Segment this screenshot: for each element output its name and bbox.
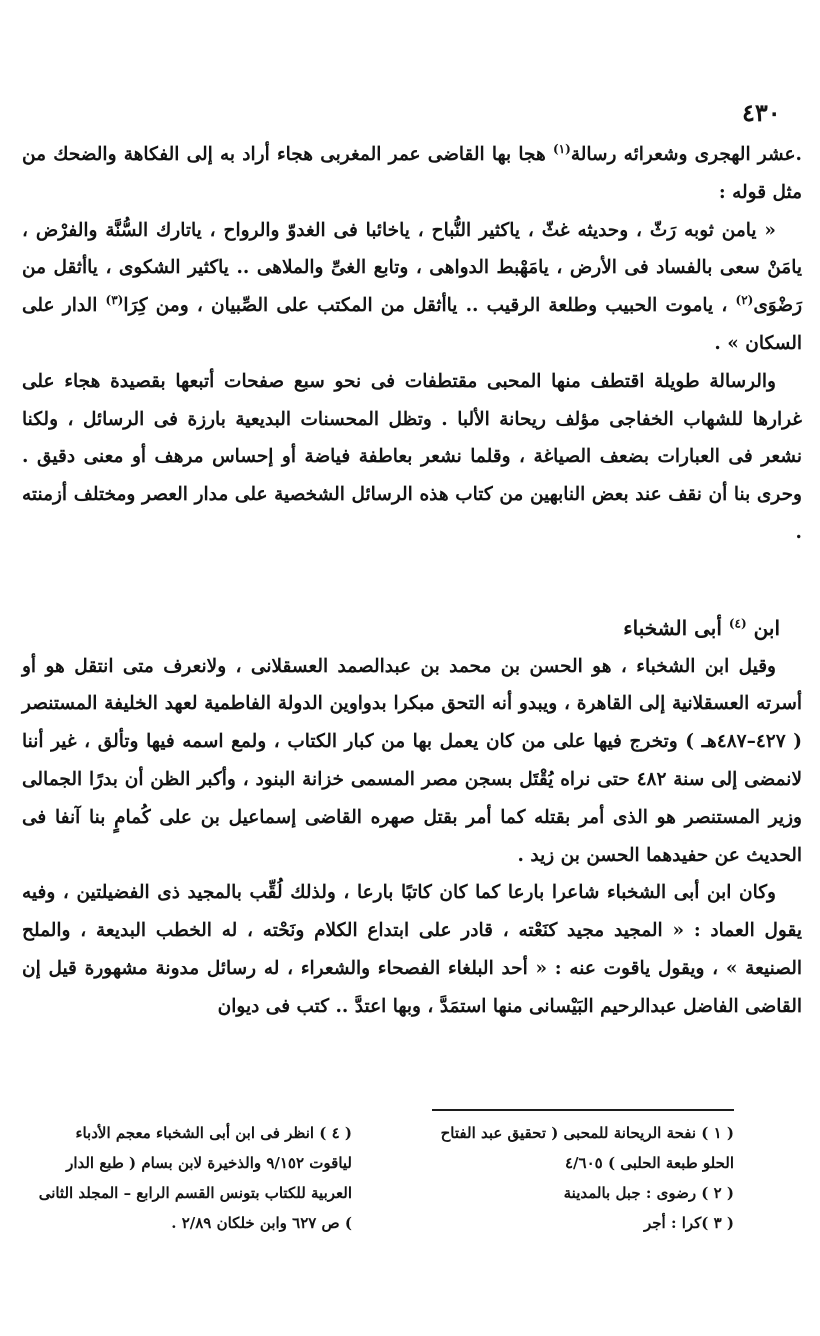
quotation: [22, 212, 802, 363]
paragraph: وكان ابن أبى الشخباء شاعرا بارعا كما كان كاتبًا بارعا ، ولذلك لُقِّب بالمجيد ذى الفضيلتين ، وفيه يقول العماد : « المجيد مجيد كنَعْته ، قادر على ابتداع الكلام ونَحْته ، له الخطب البديعة ، والملح الصنيعة » ، ويقول ياقوت عنه : « أحد البلغاء الفصحاء والشعراء ، له رسائل مدونة مشهورة قيل إن القاضى الفاضل عبدالرحيم البَيْسانى منها استمَدَّ ، وبها اعتدَّ .. كتب فى ديوان: [22, 882, 802, 1017]
page-number: ٤٣٠: [742, 98, 781, 127]
footnote: ( ٤ ) انظر فى ابن أبى الشخباء معجم الأدباء لياقوت ٩/١٥٢ والذخيرة لابن بسام ( طبع الدار العربية للكتاب بتونس القسم الرابع – المجلد الثانى ) ص ٦٢٧ وابن خلكان ٢/٨٩ .: [38, 1124, 352, 1232]
footnotes-right-column: [432, 1118, 734, 1238]
footnote-marker: (١): [552, 141, 571, 156]
text-run: أبى الشخباء: [623, 615, 729, 640]
footnote: ( ٣ )كرا : أجر: [644, 1214, 734, 1232]
footnote: ( ١ ) نفحة الريحانة للمحبى ( تحقيق عبد الفتاح الحلو طبعة الحلبى ) ٤/٦٠٥: [440, 1124, 734, 1172]
paragraph: وقيل ابن الشخباء ، هو الحسن بن محمد بن عبدالصمد العسقلانى ، ولانعرف متى انتقل هو أو أسرته العسقلانية إلى القاهرة ، ويبدو أنه التحق مبكرا بدواوين الدولة الفاطمية لعهد الخليفة المستنصر ( ٤٢٧–٤٨٧هـ ) وتخرج فيها على من كان يعمل بها من كبار الكتاب ، ولمع اسمه فيها وتألق ، غير أننا لانمضى إلى سنة ٤٨٢ حتى نراه يُقْتَل بسجن مصر المسمى خزانة البنود ، وأكبر الظن أن بدرًا الجمالى وزير المستنصر هو الذى أمر بقتله كما أمر بقتل صهره القاضى إسماعيل بن على كُمامٍ بنا آنفا فى الحديث عن حفيدهما الحسن بن زيد .: [22, 655, 802, 866]
body-text: [22, 136, 802, 1026]
text-run: ، ياموت الحبيب وطلعة الرقيب .. ياأثقل من المكتب على الصِّبيان ، ومن كِرَا: [123, 295, 736, 317]
text-run: « يامن ثوبه رَثّ ، وحديثه غثّ ، ياكثير النُّباح ، ياخائبا فى الغدوّ والرواح ، ياتارك السُّنَّة والفرْض ، يامَنْ سعى بالفساد فى الأرض ، يامَهْبط الدواهى ، وتابع الغىِّ والملاهى .. ياكثير الشكوى ، ياأثقل من رَضْوَى: [22, 219, 803, 317]
paragraph: والرسالة طويلة اقتطف منها المحبى مقتطفات فى نحو سبع صفحات أتبعها بقصيدة هجاء على غرارها للشهاب الخفاجى مؤلف ريحانة الألبا . وتظل المحسنات البديعية بارزة فى الرسائل ، ولكنا نشعر فى العبارات بضعف الصياغة ، وقلما نشعر بعاطفة فياضة أو إحساس مرهف أو معنى دقيق . وحرى بنا أن نقف عند بعض النابهين من كتاب هذه الرسائل الشخصية على مدار العصر ومختلف أزمنته .: [22, 370, 802, 543]
footnote: ( ٢ ) رضوى : جبل بالمدينة: [563, 1184, 734, 1202]
text-run: هجا بها القاضى عمر المغربى هجاء أراد به إلى الفكاهة والضحك من مثل قوله :: [22, 144, 802, 203]
footnote-rule: [432, 1109, 734, 1111]
paragraph: [22, 136, 802, 212]
text-run: الدار على السكان » .: [22, 295, 802, 354]
footnotes-left-column: [30, 1118, 352, 1238]
footnote-marker: (٤): [728, 616, 747, 631]
text-run: .عشر الهجرى وشعرائه رسالة: [570, 144, 802, 165]
footnote-marker: (٢): [735, 293, 754, 308]
section-gap: [22, 552, 802, 610]
text-run: ابن: [746, 615, 780, 640]
section-heading: [22, 610, 802, 648]
footnote-marker: (٣): [105, 293, 124, 308]
